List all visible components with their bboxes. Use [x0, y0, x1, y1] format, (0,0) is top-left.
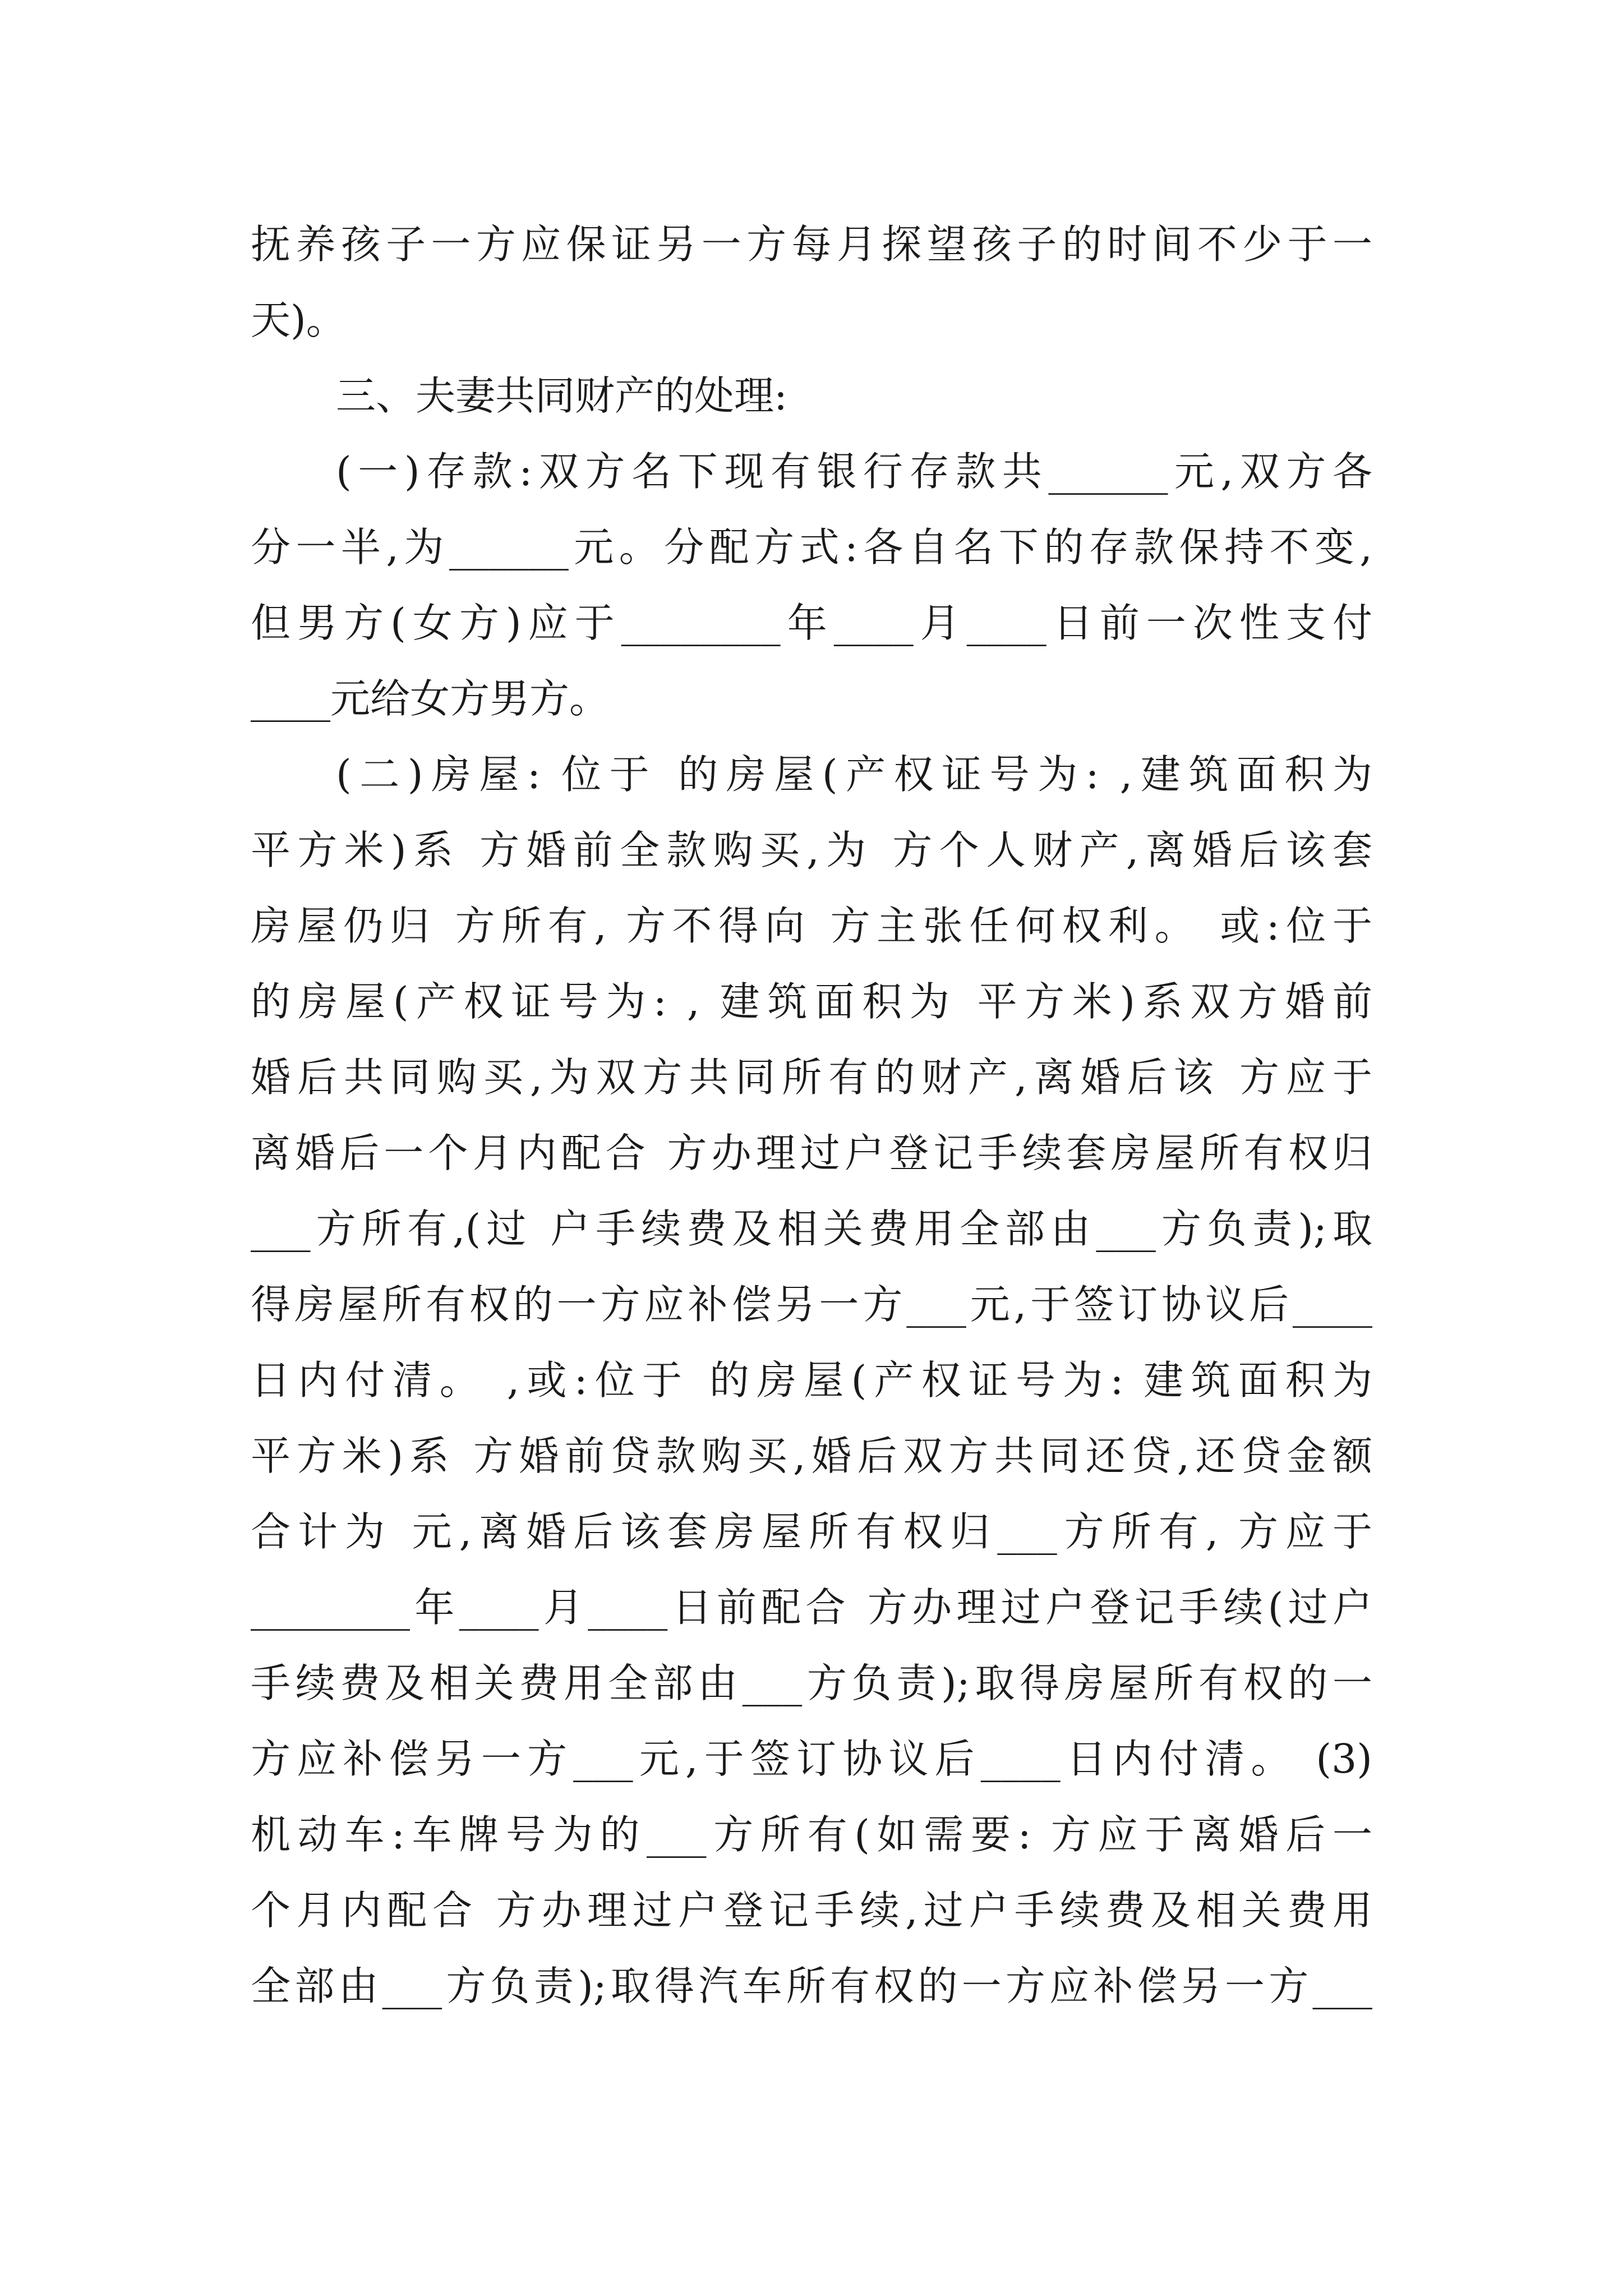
document-line: 个月内配合 方办理过户登记手续,过户手续费及相关费用	[251, 1887, 1372, 1934]
document-line: 全部由___方负责);取得汽车所有权的一方应补偿另一方___	[251, 1963, 1372, 2009]
document-line: ____元给女方男方。	[251, 675, 610, 722]
document-line: (一)存款:双方名下现有银行存款共______元,双方各	[336, 448, 1372, 495]
document-line: 的房屋(产权证号为: , 建筑面积为 平方米)系双方婚前	[251, 978, 1372, 1025]
document-line: 抚养孩子一方应保证另一方每月探望孩子的时间不少于一	[251, 221, 1372, 268]
document-line: 平方米)系 方婚前贷款购买,婚后双方共同还贷,还贷金额	[251, 1433, 1372, 1479]
document-line: 日内付清。 ,或:位于 的房屋(产权证号为: 建筑面积为	[251, 1357, 1372, 1404]
document-line: 离婚后一个月内配合 方办理过户登记手续套房屋所有权归	[251, 1130, 1372, 1176]
document-line: 三、夫妻共同财产的处理:	[336, 372, 787, 419]
document-line: 平方米)系 方婚前全款购买,为 方个人财产,离婚后该套	[251, 827, 1372, 873]
document-line: 房屋仍归 方所有, 方不得向 方主张任何权利。 或:位于	[251, 903, 1372, 949]
document-line: 手续费及相关费用全部由___方负责);取得房屋所有权的一	[251, 1660, 1372, 1706]
document-line: ________年____月____日前配合 方办理过户登记手续(过户	[251, 1584, 1372, 1631]
document-line: 但男方(女方)应于________年____月____日前一次性支付	[251, 600, 1372, 646]
document-line: 婚后共同购买,为双方共同所有的财产,离婚后该 方应于	[251, 1054, 1372, 1101]
document-line: 分一半,为______元。分配方式:各自名下的存款保持不变,	[251, 524, 1372, 570]
document-line: ___方所有,(过 户手续费及相关费用全部由___方负责);取	[251, 1205, 1372, 1252]
document-line: (二)房屋: 位于 的房屋(产权证号为: ,建筑面积为	[336, 751, 1372, 798]
document-line: 方应补偿另一方___元,于签订协议后____日内付清。 (3)	[251, 1736, 1372, 1782]
document-line: 机动车:车牌号为的___方所有(如需要: 方应于离婚后一	[251, 1811, 1372, 1858]
document-line: 天)。	[251, 297, 346, 343]
document-line: 得房屋所有权的一方应补偿另一方___元,于签订协议后____	[251, 1281, 1372, 1328]
document-line: 合计为 元,离婚后该套房屋所有权归___方所有, 方应于	[251, 1508, 1372, 1555]
document-body	[251, 206, 1372, 2024]
